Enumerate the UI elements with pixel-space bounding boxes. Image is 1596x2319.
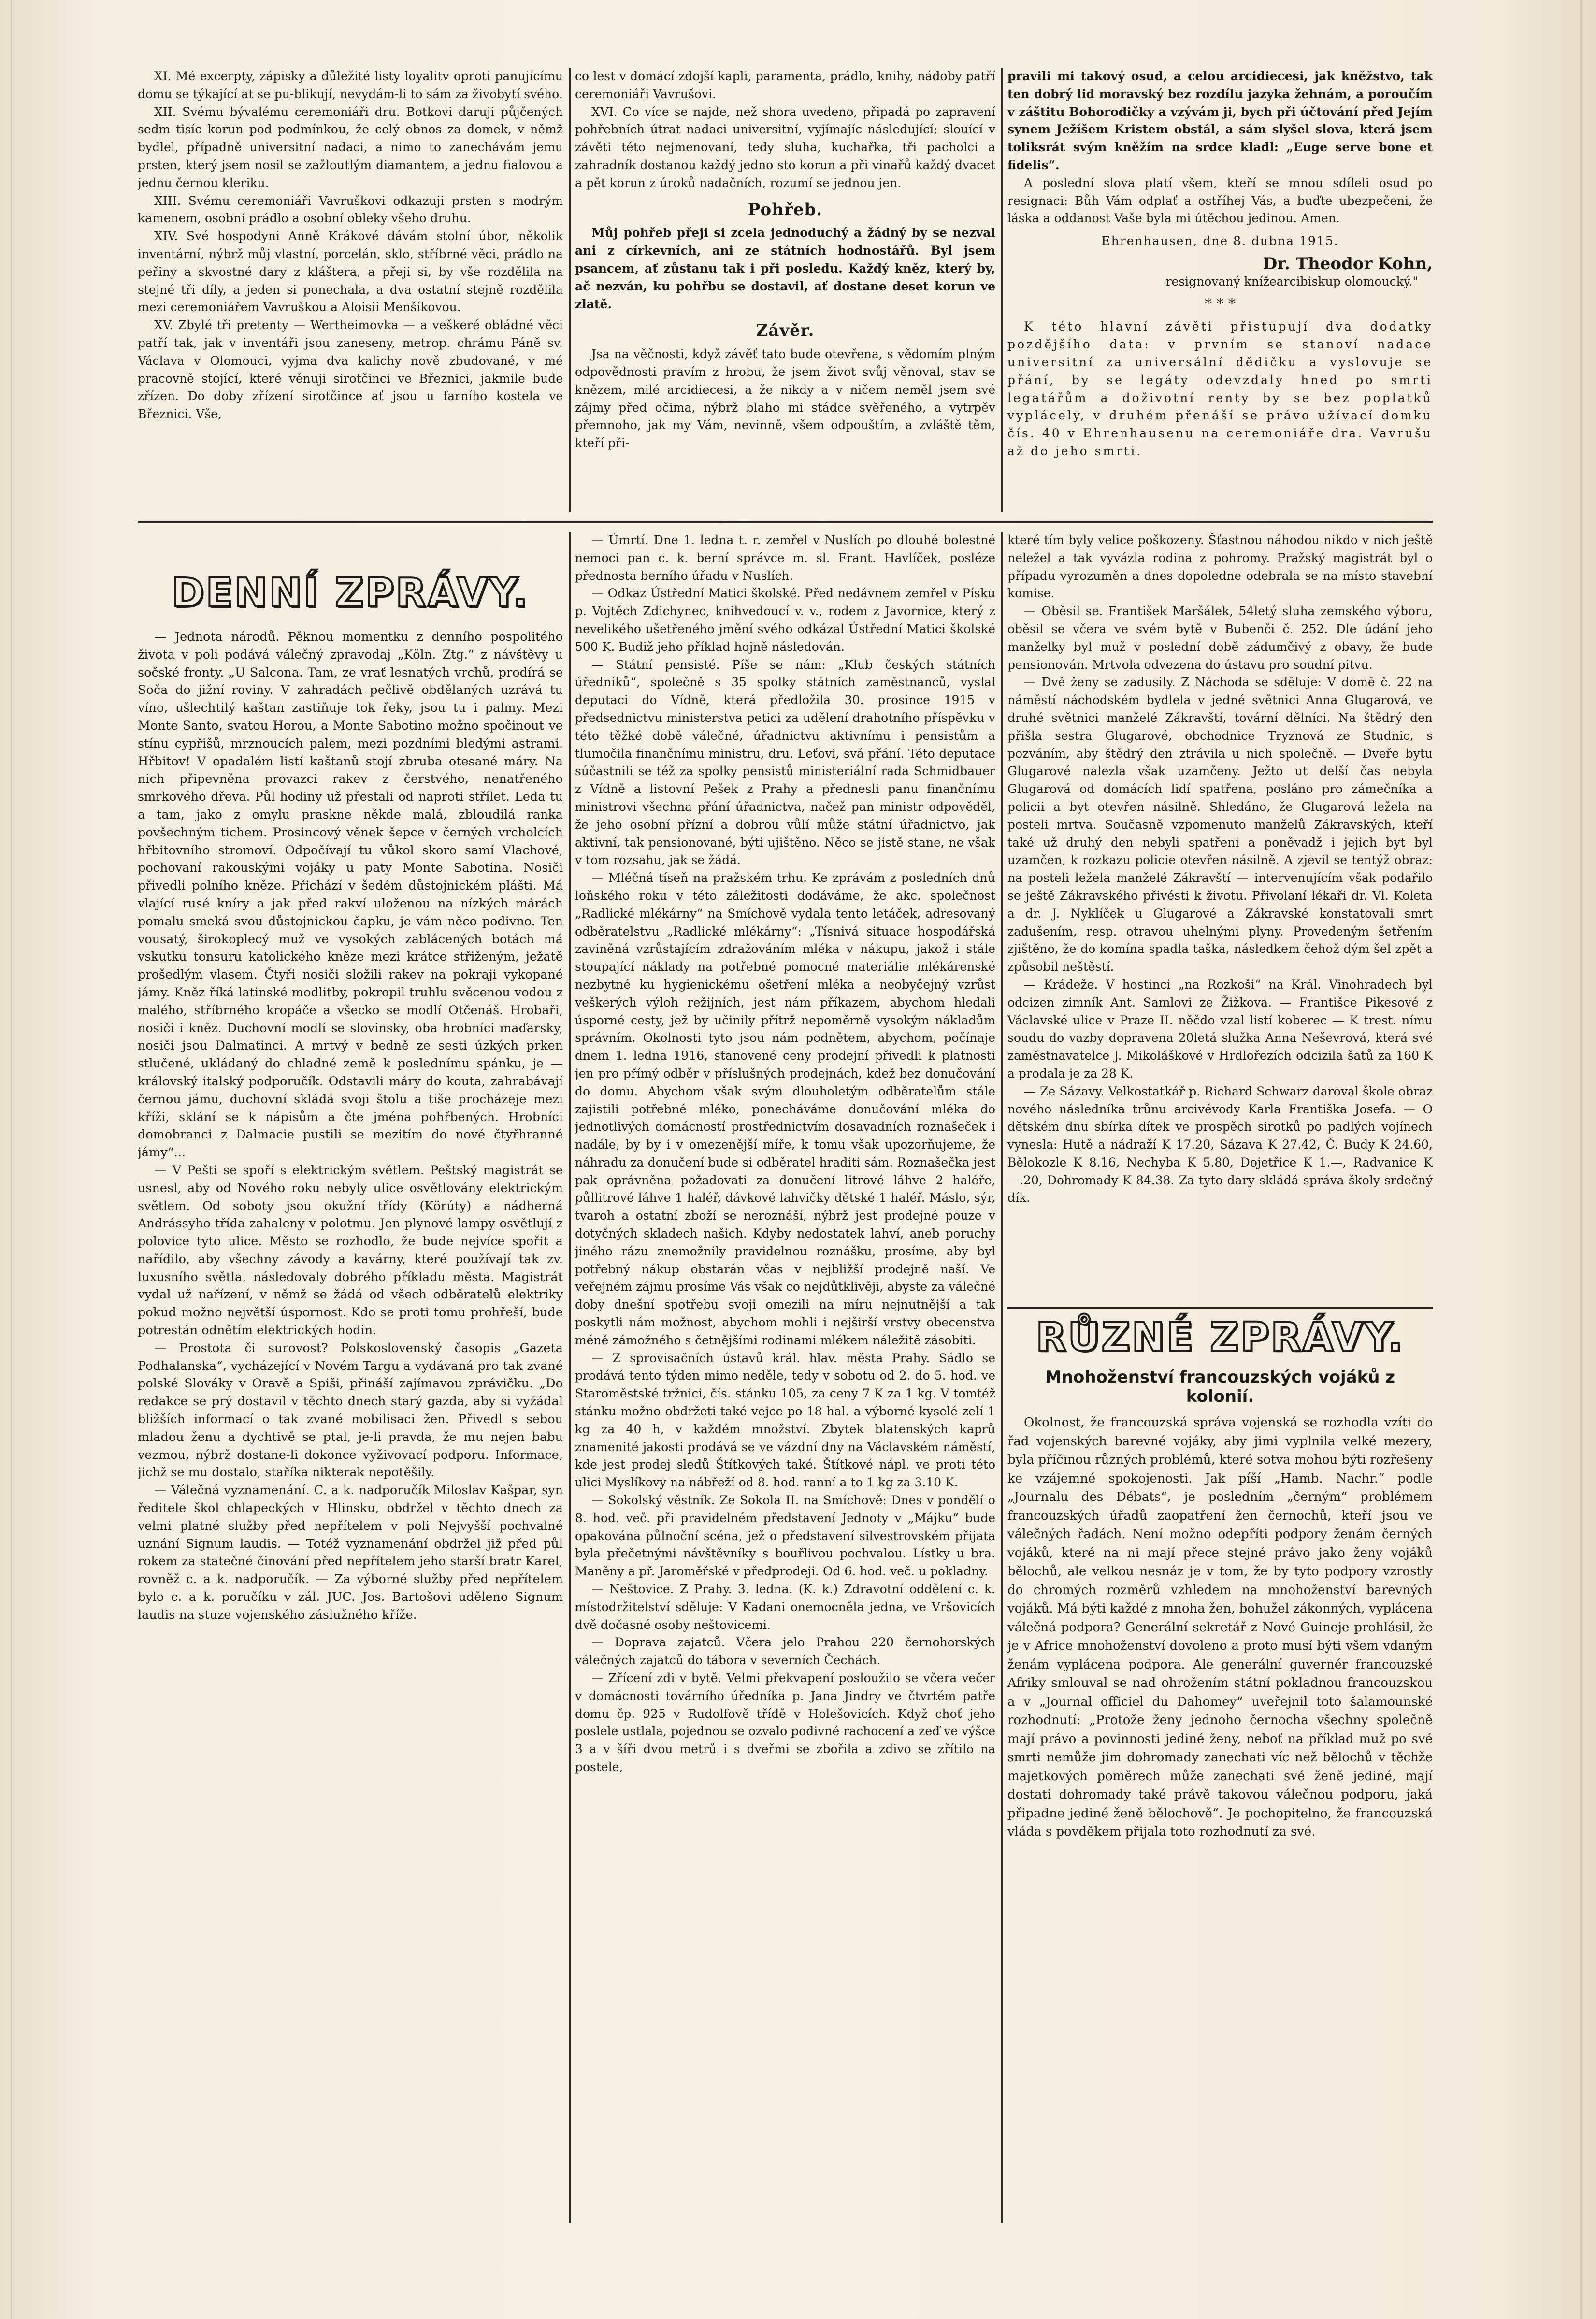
column-rule <box>569 532 571 2223</box>
article-body: Okolnost, že francouzská správa vojenská se rozhodla vzíti do řad vojenských barevné vojáky, aby jimi vyplnila velké mezery, byla příčinou různých problémů, které sotva mohou býti rozřešeny ke vzájemné spokojenosti. Jak píší „Hamb. Nachr.“ podle „Journalu des Débats“, je posledním „černým“ problémem francouzských úřadů zaopatření žen černochů, kteří jsou ve válečných řadách. Není možno odepříti podpory ženám černých vojáků, které na ni mají přece stejné právo jako ženy vojáků bělochů, ale velkou nesnáz je v tom, že by tyto podpory vzrostly do chromých rozměrů vzhledem na mnohoženství barevných vojáků. Má býti každé z mnoha žen, bohužel zákonných, vyplácena válečná podpora? Generální sekretář z Nové Guineje prohlásil, že je v Africe mnohoženství dovoleno a proto musí býti všem vdaným ženám vyplácena podpora. Ale generální guvernér francouzské Afriky smlouval se nad ohrožením státní pokladnou francouzskou a v „Journal officiel du Dahomey“ uveřejnil toto šalamounské rozhodnutí: „Protože ženy jednoho černocha všechny společně mají právo a povinnosti jediné ženy, neboť na příklad muž po své smrti nemůže jim dohromady zanechati víc než bělochů v těchže majetkových poměrech může zanechati své ženě jediné, mají dostati dohromady také právě takovou válečnou podporu, jaká připadne jediné ženě bělochově“. Je pochopitelno, že francouzská vláda s povděkem přijala toto rozhodnutí za své. <box>1007 1415 1433 1839</box>
news-item: — Dvě ženy se zadusily. Z Náchoda se sděluje: V domě č. 22 na náměstí náchodském bydlela v jedné světnici Anna Glugarová, ve druhé světnici manželé Zákravští, tovární dělníci. Na štědrý den přišla sestra Glugarové, obchodnice Tryznová ze Studnic, s pozváním, aby štědrý den ztrávila u nich společně. — Dveře bytu Glugarové nalezla však uzamčeny. Ježto ut delší čas nebyla Glugarová od domácích lidí spatřena, posláno pro zámečníka a policii a byt otevřen násilně. Shledáno, že Glugarová ležela na posteli mrtva. Současně vzpomenuto manželů Zákravských, kteří také už druhý den nebyli spatřeni a poněvadž i jejich byt byl uzamčen, k rozkazu policie otevřen násilně. A zjevil se tentýž obraz: na posteli ležela manželé Zákravští — intervenujícím však podařilo se ještě Zákravského přivésti k životu. Přivolaní lékaři dr. Vl. Koleta a dr. J. Nyklíček u Glugarové a Zákravské konstatovali smrt zadušením, resp. otravou uhelnými plyny. Provedeným šetřením zjištěno, že do komína spadla taška, následkem čehož dým šel zpět a způsobil neštěstí. <box>1007 675 1433 974</box>
section-heading: Závěr. <box>756 321 815 341</box>
denni-column-2 <box>575 532 995 2223</box>
news-item: — Prostota či surovost? Polskoslovenský časopis „Gazeta Podhalanska“, vycházející v Novém Targu a vydávaná pro tak zvané polské Slováky v Oravě a Spiši, přináší zajímavou zprávičku. „Do redakce se prý dostavil v těchto dnech starý gazda, aby si vyžádal bližších informací o tak zvané mobilisaci žen. Přivedl s sebou mladou ženu a dychtivě se ptal, je-li pravda, že mu nejen babu vezmou, nýbrž dostane-li dokonce vyživovací podporu. Informace, jichž se mu dostalo, staříka nikterak nepotěšily. <box>138 1340 563 1480</box>
news-item: — Neštovice. Z Prahy. 3. ledna. (K. k.) Zdravotní oddělení c. k. místodržitelství sděluje: V Kadani onemocněla jedna, ve Vršovicích dvě dočasné osoby neštovicemi. <box>575 1582 995 1632</box>
signature-title: resignovaný knížearcibiskup olomoucký." <box>1165 274 1418 288</box>
news-item: — Z sprovisačních ústavů král. hlav. města Prahy. Sádlo se prodává tento týden mimo neděle, tedy v sobotu od 2. do 5. hod. ve Staroměstské tržnici, čís. stánku 105, za ceny 7 K za 1 kg. V tomtéž stánku možno obdržeti také vejce po 18 hal. a výborné kyselé zelí 1 kg za 40 h, v každém množství. Zbytek blatenských kaprů znamenité jakosti prodává se ve vázdní dny na Václavském náměstí, kde jest prodej sledů Štítkových také. Štítkové nápl. ve proti této ulici Myslíkovy na nábřeží od 8. hod. ranní a to 1 kg za 3.10 K. <box>575 1351 995 1490</box>
paragraph: co lest v domácí zdojší kapli, paramenta, prádlo, knihy, nádoby patří ceremoniáři Vavrušovi. <box>575 69 995 101</box>
news-item: — V Pešti se spoří s elektrickým světlem. Peštský magistrát se usnesl, aby od Nového roku nebyly ulice osvětlovány elektrickým světlem. Od soboty jsou okužní třídy (Körúty) a nádherná Andrássyho třída zahaleny v polotmu. Jen plynové lampy osvětlují z polovice tyto ulice. Město se rozhodlo, že bude nejvíce spořit a nařídilo, aby všechny závody a kavárny, které používají tak zv. luxusního světla, následovaly dobrého příkladu města. Magistrát vydal už nařízení, v němž se žádá od všech odběratelů elektriky pokud možno největší úspornost. Kdo se proti tomu prohřeší, bude potrestán odnětím elektrických hodin. <box>138 1163 563 1338</box>
news-item: — Mléčná tíseň na pražském trhu. Ke zprávám z posledních dnů loňského roku v této záležitosti dodáváme, že akc. společnost „Radlické mlékárny“ na Smíchově vydala tento letáček, adresovaný odběratelstvu „Radlické mlékárny“: „Tísnivá situace hospodářská zaviněná vzrůstajícím zdražováním mléka v nákupu, jakož i stále stoupající náklady na potřebné pomocné materiálie mlékárenské nezbytné ku hygienickému ošetření mléka a neobyčejný vzrůst veškerých výloh režijních, jest nám příkazem, abychom hledali úsporné cesty, jež by učinily přítrž nepoměrně vysokým nákladům správním. Okolnosti tyto jsou nám podnětem, abychom, počínaje dnem 1. ledna 1916, stanovené ceny prodejní přivedli k platnosti jen pro přímý odběr v příslušných prodejnách, kdež bez donučování do domu. Abychom však svým dlouholetým odběratelům stále zajistili potřebné mléko, ponecháváme donučování mléka do jednotlivých domácností prostřednictvím dosavadních roznašeček i nadále, by by i v omezenější míře, k tomu však upozorňujeme, že náhradu za donučení bude si odběratel hraditi sám. Roznašečka jest pak oprávněna požadovati za donučení litrové láhve 2 haléře, půllitrové láhve 1 haléř, dávkové lahvičky dětské 1 haléř. Máslo, sýr, tvaroh a ostatní zboží se neroznáší, nýbrž jest prodejné pouze v dotyčných skladech našich. Kdyby nedostatek lahví, aneb poruchy jiného rázu znemožnily pravidelnou roznášku, prosíme, aby byl potřebný nákup obstarán včas v nejbližší prodejně naší. Ve veřejném zájmu prosíme Vás však co nejdůtklivěji, abyste za válečné doby dnešní spotřebu svoji omezili na míru nejnutnější a tak poskytli nám možnost, abychom mohli i nejširší vrstvy obecenstva méně zámožného s četnějšími rodinami mlékem náležitě zásobiti. <box>575 871 995 1347</box>
news-item: — Odkaz Ústřední Matici školské. Před nedávnem zemřel v Písku p. Vojtěch Zdichynec, knihvedoucí v. v., rodem z Javornice, který z nevelikého ušetřeného jmění svého odkázal Ústřední Matici školské 500 K. Budiž jeho příklad hojně následován. <box>575 586 995 654</box>
news-item: — Jednota národů. Pěknou momentku z denního pospolitého života v poli podává válečný zpravodaj „Köln. Ztg.“ z návštěvy u sočské fronty. „U Salcona. Tam, ze vrať lesnatých vrchů, prodírá se Soča do jižní roviny. V zahradách pečlivě obdělaných uzrává tu víno, ušlechtilý kaštan zastiňuje tok řeky, jsou tu i palmy. Mezi Monte Santo, svatou Horou, a Monte Sabotino možno spočinout ve stínu cypřišů, mrznoucích palem, mezi pozdními bledými astrami. Hřbitov! V opadalém listí kaštanů stojí zbruba otesané máry. Na nich připevněna provazci rakev z čerstvého, nenatřeného smrkového dřeva. Půl hodiny už přestali od naproti střílet. Leda tu a tam, jako z omylu praskne někde malá, zbloudilá ranka povšechným tichem. Prosincový věnek šepce v černých vrcholcích hřbitovního stromoví. Odpočívají tu vůkol skoro samí Vlachové, pochovaní rakouskými vojáky u paty Monte Sabotina. Nosiči přivedli polního kněze. Přichází v šedém důstojnickém plášti. Má vlající rusé kníry a jak před rakví uloženou na nízkých márách pomalu smeká svou důstojnickou čapku, je vám něco podivno. Ten vousatý, širokoplecý muž ve vysokých zablácených botách má vskutku tonsuru katolického kněze mezi krátce střiženým, ježatě prošedlým vlasem. Čtyři nosiči složili rakev na pokraji vykopané jámy. Kněz říká latinské modlitby, pokropil truhlu svěcenou vodou z malého, stříbrného kropáče a všecko se modlí Otčenáš. Hrobaři, nosiči i kněz. Duchovní modlí se slovinsky, oba hrobníci maďarsky, nosiči jsou Dalmatinci. A mrtvý v bedně ze sesti úzkých prken stlučené, ukládaný do chladné země k poslednímu spánku, je — královský italský podporučík. Odstavili máry do kouta, zahrabávají černou jámu, duchovní skládá svoji štolu a tiše procházeje mezi kříži, sklání se k nápisům a čte jména pohřbených. Hrobníci domobranci z Dalmacie pustili se mezitím do nové čtyřhranné jámy“... <box>138 630 563 1160</box>
dateline: Ehrenhausen, dne 8. dubna 1915. <box>1101 234 1339 248</box>
paragraph: XV. Zbylé tři pretenty — Wertheimovka — a veškeré obládné věci patří tak, jak v inventáři jsou zaneseny, metrop. chrámu Páně sv. Václava v Olomouci, vyjma dva kalichy nově zbudované, v mé pracovně stojící, které věnuji sirotčinci ve Březnici, jakmile bude zřízen. Do doby zřízení sirotčince ať jsou u farního kostela ve Březnici. Vše, <box>138 318 563 421</box>
ruzne-column <box>1007 1413 1433 2220</box>
denni-column-1 <box>138 628 563 2218</box>
paragraph: pravili mi takový osud, a celou arcidiecesi, jak kněžstvo, tak ten dobrý lid moravský bez rozdílu jazyka žehnám, a poroučím v záštitu Bohorodičky a vzývám ji, bych při účtování před Jejím synem Ježíšem Kristem obstál, a sám slyšel slova, která jsem toliksrát svým kněžím na srdce kladl: „Euge serve bone et fidelis“. <box>1007 69 1433 172</box>
column-rule <box>569 68 571 512</box>
news-item: — Válečná vyznamenání. C. a k. nadporučík Miloslav Kašpar, syn ředitele škol chlapeckých v Hlinsku, obdržel v těchto dnech za velmi platné služby před nepřítelem v poli Nejvyšší pochvalné uznání Signum laudis. — Totéž vyznamenání obdržel již před půl rokem za statečné činování před nepřítelem jeho starší bratr Karel, rovněž c. a k. nadporučík. — Za výborné služby před nepřítelem bylo c. a k. poručíku v zál. JUC. Jos. Bartošovi uděleno Signum laudis na stuze vojenského záslužného kříže. <box>138 1483 563 1622</box>
news-item: — Sokolský věstník. Ze Sokola II. na Smíchově: Dnes v pondělí o 8. hod. več. při pravidelném představení Jednoty v „Májku“ bude opakována půlnoční scéna, jež o představení silvestrovském přijata byla přečetnými návštěvníky s bouřlivou pochvalou. Lístky u bra. Maněny a př. Jaroměřské v předprodeji. Od 6. hod. več. u pokladny. <box>575 1493 995 1579</box>
paragraph: XI. Mé excerpty, zápisky a důležité listy loyalitv oproti panujícímu domu se týkající at se pu-blikují, nevydám-li to sám za živobytí svého. <box>138 69 563 101</box>
news-item: — Zřícení zdi v bytě. Velmi překvapení posloužilo se včera večer v domácnosti továrního úředníka p. Jana Jindry ve čtvrtém patře domu čp. 925 v Rudolfově třídě v Holešovicích. Když choť jeho poslele ustlala, pojednou se ozvalo podivné rachocení a zeď ve výšce 3 a v šíři dvou metrů i s dveřmi se zbořila a zdivo se zřítilo na postele, <box>575 1671 995 1774</box>
section-masthead-denni: DENNÍ ZPRÁVY. <box>171 570 530 616</box>
signature: Dr. Theodor Kohn, <box>1263 254 1433 274</box>
top-column-3 <box>1007 68 1433 512</box>
denni-column-3 <box>1007 532 1433 1305</box>
page-edge-shadow <box>1580 0 1582 2319</box>
paragraph: Jsa na věčnosti, když závěť tato bude otevřena, s vědomím plným odpovědnosti pravím z hrobu, že jsem život svůj věnoval, stav se knězem, milé arcidiecesi, a že nikdy a v ničem neměl jsem své zájmy před očima, nýbrž blaho mi stádce svěřeného, a vytrpěv přemnoho, jak my Vám, nevinně, všem odpouštím, a zvláště těm, kteří při- <box>575 347 995 450</box>
news-item: — Ze Sázavy. Velkostatkář p. Richard Schwarz daroval škole obraz nového následníka trůnu arcivévody Karla Františka Josefa. — O dětském dnu sbírka dítek ve prospěch sirotků po padlých vojínech vynesla: Hutě a nádraží K 17.20, Sázava K 27.42, Č. Budy K 24.60, Bělokozle K 8.16, Nechyba K 5.80, Dojetřice K 1.—, Radvanice K —.20, Dohromady K 84.38. Za tyto dary skládá správa školy srdečný dík. <box>1007 1084 1433 1205</box>
paragraph: XIII. Svému ceremoniáři Vavruškovi odkazuji prsten s modrým kamenem, osobní prádlo a osobní obleky všeho druhu. <box>138 193 563 226</box>
paragraph: A poslední slova platí všem, kteří se mnou sdíleli osud po resignaci: Bůh Vám odplať a ostříhej Vás, a buďte ubezpečeni, že láska a oddanost Vaše byla mi útěchou jedinou. Amen. <box>1007 175 1433 226</box>
column-rule <box>1001 68 1003 512</box>
section-masthead-ruzne: RŮZNÉ ZPRÁVY. <box>1035 1314 1405 1360</box>
news-item: — Oběsil se. František Maršálek, 54letý sluha zemského výboru, oběsil se včera ve svém bytě v Bubenči č. 252. Dle údání jeho manželky byl muž v poslední době zádumčivý z obavy, že bude pensionován. Mrtvola odvezena do ústavu pro soudní pitvu. <box>1007 604 1433 672</box>
top-column-2 <box>575 68 995 512</box>
news-item: — Doprava zajatců. Včera jelo Prahou 220 černohorských válečných zajatců do tábora v severních Čechách. <box>575 1635 995 1668</box>
news-item: — Státní pensisté. Píše se nám: „Klub českých státních úředníků“, společně s 35 spolky státních zaměstnanců, vyslal deputaci do Vídně, která předložila 30. prosince 1915 v předsednictvu ministerstva petici za udělení drahotního příspěvku v této těžké době válečné, úřadnictvu aktivnímu i pensistům a tlumočila finančnímu ministru, dru. Leťovi, svá přání. Této deputace súčastnili se též za spolky pensistů ministeriální rada Schmidbauer z Vídně a listovní Pešek z Prahy a přednesli panu finančnímu ministrovi všechna přání úřadnictva, načež pan ministr odpověděl, že jeho osobní přízní a dobrou vůlí může státní úřadnictvo, jak aktivní, tak pensionované, býti ujištěno. Něco se jistě stane, ne však v tom rozsahu, jak se žádá. <box>575 657 995 867</box>
news-item: které tím byly velice poškozeny. Šťastnou náhodou nikdo v nich ještě neležel a tak vyvázla rodina z pohromy. Pražský magistrát byl o případu vyrozuměn a dnes dopoledne odebrala se na místo stavební komise. <box>1007 533 1433 601</box>
section-rule <box>1007 1307 1433 1309</box>
paragraph: XII. Svému bývalému ceremoniáři dru. Botkovi daruji půjčených sedm tisíc korun pod podmínkou, že celý obnos za domek, v němž bydlel, případně universitní nadaci, a nimo to zanechávám jemu prsten, který jsem nosil se zažloutlým diamantem, a jednu fialovou a jednu černou kleriku. <box>138 104 563 190</box>
article-headline: Mnohoženství francouzských vojáků z kolonií. <box>1045 1368 1395 1406</box>
paragraph: XVI. Co více se najde, než shora uvedeno, připadá po zapravení pohřebních útrat nadaci universitní, vyjímajíc následující: slouící v závěti této nejmenovaní, tedy sluha, kuchařka, tři pacholci a zahradník dostanou každý jedno sto korun a při vinařů každý dvacet a pět korun z úroků nadačních, rozumí se jednou jen. <box>575 104 995 190</box>
top-column-1 <box>138 68 563 512</box>
paragraph: Můj pohřeb přeji si zcela jednoduchý a žádný by se nezval ani z církevních, ani ze státních hodnostářů. Byl jsem psancem, ať zůstanu tak i při posledu. Každý kněz, který by, ač nezván, ku pohřbu se dostavil, ať dostane deset korun ve zlatě. <box>575 226 995 311</box>
column-rule <box>1001 532 1003 2223</box>
paragraph: K této hlavní závěti přistupují dva dodatky pozdějšího data: v prvním se stanoví nadace universitní za universální dědičku a vyslovuje se přání, by se legáty odevzdaly hned po smrti legatářům a doživotní renty by se bez poplatků vyplácely, v druhém přenáší se právo užívací domku čís. 40 v Ehrenhausenu na ceremoniáře dra. Vavrušu až do jeho smrti. <box>1007 319 1433 458</box>
news-item: — Úmrtí. Dne 1. ledna t. r. zemřel v Nuslích po dlouhé bolestné nemoci pan c. k. berní správce m. sl. Frant. Havlíček, posléze přednosta berního úřadu v Nuslích. <box>575 533 995 583</box>
news-item: — Krádeže. V hostinci „na Rozkoši“ na Král. Vinohradech byl odcizen zimník Ant. Samlovi ze Žižkova. — Františce Pikesové z Václavské ulice v Praze II. něčdo vzal listí koberec — K trest. nímu soudu do vazby dopravena 20letá služka Anna Neševrová, která své zaměstnavatelce J. Mikoláškové v Hrdlořezích odcizila šatů za 160 K a prodala je za 28 K. <box>1007 977 1433 1080</box>
section-rule <box>138 521 1433 523</box>
separator-stars: * * * <box>1204 295 1236 313</box>
section-heading: Pohřeb. <box>748 200 823 219</box>
paragraph: XIV. Své hospodyni Anně Krákové dávám stolní úbor, několik inventární, nýbrž můj vlastní, porcelán, sklo, stříbrné věci, prádlo na peřiny a skvostné dary z kláštera, a přeji si, by vše rozdělila na stejné tři díly, a jeden si ponechala, a dva ostatní stejně rozdělila mezi ceremoniářem Vavruškou a Aloisii Menšíkovou. <box>138 229 563 315</box>
page-edge-shadow <box>11 0 12 2319</box>
